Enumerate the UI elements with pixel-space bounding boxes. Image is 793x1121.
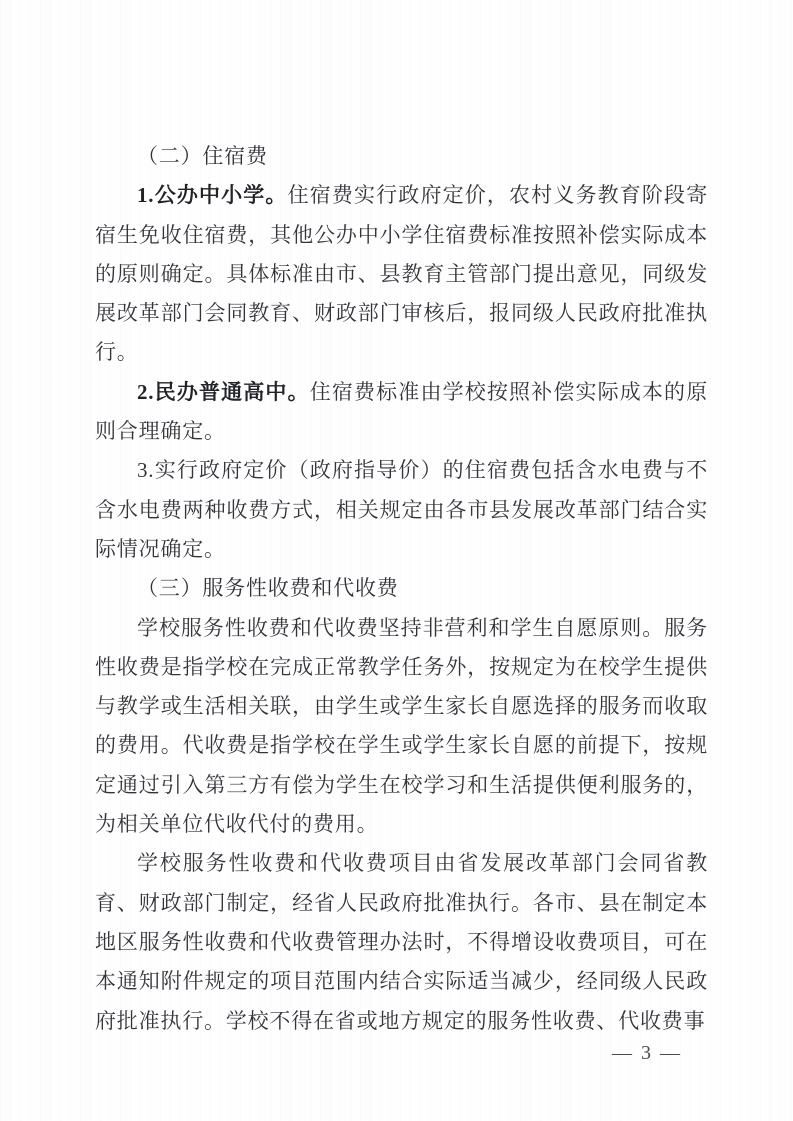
paragraph-private-high-school-lead: 2.民办普通高中。 [137,379,310,404]
paragraph-government-pricing: 3.实行政府定价（政府指导价）的住宿费包括含水电费与不含水电费两种收费方式，相关规定由各市县发展改革部门结合实际情况确定。 [95,458,708,561]
document-body [95,137,708,1041]
page-number: — 3 — [612,1042,682,1064]
heading-service-fees: （三）服务性收费和代收费 [137,576,399,601]
paragraph-public-schools-body: 住宿费实行政府定价，农村义务教育阶段寄宿生免收住宿费，其他公办中小学住宿费标准按照补偿实际成本的原则确定。具体标准由市、县教育主管部门提出意见，同级发展改革部门会同教育、财政部门审核后，报同级人民政府批准执行。 [95,183,708,365]
paragraph-service-fee-definition: 学校服务性收费和代收费坚持非营利和学生自愿原则。服务性收费是指学校在完成正常教学任务外，按规定为在校学生提供与教学或生活相关联，由学生或学生家长自愿选择的服务而收取的费用。代收费是指学校在学生或学生家长自愿的前提下，按规定通过引入第三方有偿为学生在校学习和生活提供便利服务的，为相关单位代收代付的费用。 [95,615,708,837]
paragraph-private-high-school [95,373,708,452]
heading-accommodation-fee: （二）住宿费 [137,144,268,168]
paragraph-public-schools [95,176,708,372]
paragraph-public-schools-lead: 1.公办中小学。 [137,183,288,208]
paragraph-private-high-school-body: 住宿费标准由学校按照补偿实际成本的原则合理确定。 [95,379,708,444]
paragraph-service-fee-management: 学校服务性收费和代收费项目由省发展改革部门会同省教育、财政部门制定，经省人民政府批准执行。各市、县在制定本地区服务性收费和代收费管理办法时，不得增设收费项目，可在本通知附件规定的项目范围内结合实际适当减少，经同级人民政府批准执行。学校不得在省或地方规定的服务性收费、代收费事 [95,851,708,1033]
